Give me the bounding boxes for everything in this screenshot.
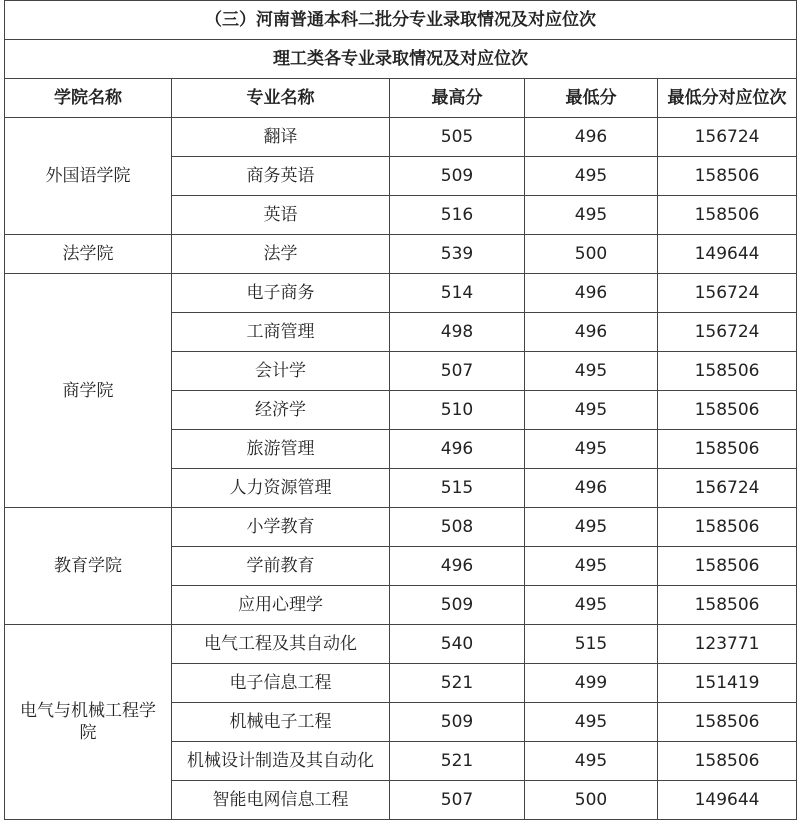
- min-rank-cell: 156724: [658, 469, 797, 508]
- table-row: [5, 274, 797, 313]
- major-name-cell: 应用心理学: [172, 586, 390, 625]
- min-score-cell: 495: [525, 547, 658, 586]
- header-min-rank: 最低分对应位次: [658, 79, 797, 118]
- min-rank-cell: 158506: [658, 196, 797, 235]
- title-row: [5, 1, 797, 40]
- max-score-cell: 514: [390, 274, 525, 313]
- major-name-cell: 电子商务: [172, 274, 390, 313]
- table-row: [5, 625, 797, 664]
- min-rank-cell: 149644: [658, 781, 797, 820]
- major-name-cell: 学前教育: [172, 547, 390, 586]
- max-score-cell: 539: [390, 235, 525, 274]
- max-score-cell: 508: [390, 508, 525, 547]
- min-rank-cell: 158506: [658, 703, 797, 742]
- max-score-cell: 498: [390, 313, 525, 352]
- min-score-cell: 495: [525, 586, 658, 625]
- min-rank-cell: 158506: [658, 430, 797, 469]
- min-score-cell: 500: [525, 781, 658, 820]
- table-row: [5, 508, 797, 547]
- table-title: （三）河南普通本科二批分专业录取情况及对应位次: [5, 1, 797, 40]
- major-name-cell: 机械设计制造及其自动化: [172, 742, 390, 781]
- max-score-cell: 509: [390, 157, 525, 196]
- min-score-cell: 495: [525, 352, 658, 391]
- min-score-cell: 496: [525, 313, 658, 352]
- min-score-cell: 515: [525, 625, 658, 664]
- min-rank-cell: 149644: [658, 235, 797, 274]
- subtitle-row: [5, 40, 797, 79]
- max-score-cell: 507: [390, 781, 525, 820]
- min-score-cell: 495: [525, 508, 658, 547]
- major-name-cell: 经济学: [172, 391, 390, 430]
- major-name-cell: 法学: [172, 235, 390, 274]
- major-name-cell: 商务英语: [172, 157, 390, 196]
- max-score-cell: 509: [390, 703, 525, 742]
- min-score-cell: 496: [525, 274, 658, 313]
- max-score-cell: 521: [390, 664, 525, 703]
- max-score-cell: 540: [390, 625, 525, 664]
- max-score-cell: 496: [390, 430, 525, 469]
- college-name-cell: 外国语学院: [5, 118, 172, 235]
- table-row: [5, 118, 797, 157]
- min-score-cell: 495: [525, 742, 658, 781]
- major-name-cell: 工商管理: [172, 313, 390, 352]
- header-max-score: 最高分: [390, 79, 525, 118]
- min-rank-cell: 158506: [658, 547, 797, 586]
- max-score-cell: 515: [390, 469, 525, 508]
- college-name-cell: 商学院: [5, 274, 172, 508]
- min-score-cell: 495: [525, 703, 658, 742]
- college-name-cell: 法学院: [5, 235, 172, 274]
- max-score-cell: 496: [390, 547, 525, 586]
- major-name-cell: 会计学: [172, 352, 390, 391]
- min-score-cell: 500: [525, 235, 658, 274]
- min-score-cell: 495: [525, 430, 658, 469]
- max-score-cell: 507: [390, 352, 525, 391]
- header-major: 专业名称: [172, 79, 390, 118]
- max-score-cell: 521: [390, 742, 525, 781]
- min-rank-cell: 158506: [658, 157, 797, 196]
- header-min-score: 最低分: [525, 79, 658, 118]
- major-name-cell: 智能电网信息工程: [172, 781, 390, 820]
- major-name-cell: 英语: [172, 196, 390, 235]
- max-score-cell: 510: [390, 391, 525, 430]
- table-row: [5, 235, 797, 274]
- min-score-cell: 495: [525, 157, 658, 196]
- min-rank-cell: 158506: [658, 391, 797, 430]
- min-rank-cell: 156724: [658, 118, 797, 157]
- admission-table: [4, 0, 797, 820]
- min-rank-cell: 158506: [658, 742, 797, 781]
- min-rank-cell: 158506: [658, 352, 797, 391]
- major-name-cell: 翻译: [172, 118, 390, 157]
- max-score-cell: 505: [390, 118, 525, 157]
- min-rank-cell: 156724: [658, 313, 797, 352]
- min-rank-cell: 123771: [658, 625, 797, 664]
- min-score-cell: 495: [525, 391, 658, 430]
- major-name-cell: 电子信息工程: [172, 664, 390, 703]
- college-name-cell: 电气与机械工程学院: [5, 625, 172, 820]
- major-name-cell: 人力资源管理: [172, 469, 390, 508]
- min-score-cell: 499: [525, 664, 658, 703]
- min-rank-cell: 158506: [658, 586, 797, 625]
- min-rank-cell: 158506: [658, 508, 797, 547]
- major-name-cell: 机械电子工程: [172, 703, 390, 742]
- min-score-cell: 495: [525, 196, 658, 235]
- min-rank-cell: 151419: [658, 664, 797, 703]
- major-name-cell: 旅游管理: [172, 430, 390, 469]
- major-name-cell: 小学教育: [172, 508, 390, 547]
- college-name-cell: 教育学院: [5, 508, 172, 625]
- min-rank-cell: 156724: [658, 274, 797, 313]
- max-score-cell: 509: [390, 586, 525, 625]
- max-score-cell: 516: [390, 196, 525, 235]
- header-college: 学院名称: [5, 79, 172, 118]
- table-subtitle: 理工类各专业录取情况及对应位次: [5, 40, 797, 79]
- header-row: [5, 79, 797, 118]
- min-score-cell: 496: [525, 118, 658, 157]
- major-name-cell: 电气工程及其自动化: [172, 625, 390, 664]
- min-score-cell: 496: [525, 469, 658, 508]
